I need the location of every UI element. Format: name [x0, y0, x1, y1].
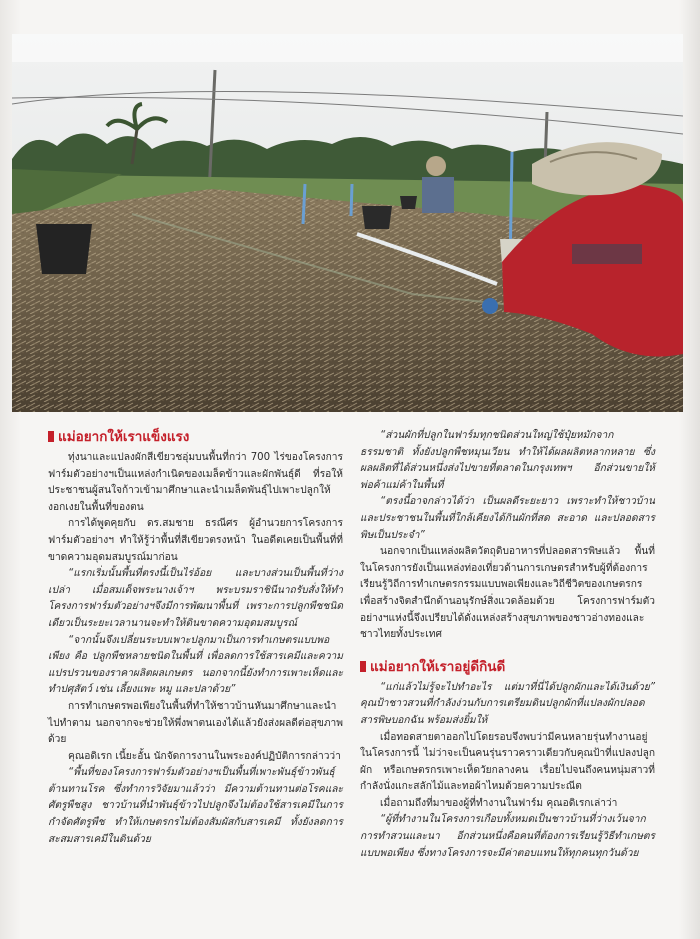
paragraph: เมื่อทอดสายตาออกไปโดยรอบจึงพบว่ามีคนหลายรุ่นทำงานอยู่ในโครงการนี้ ไม่ว่าจะเป็นคนรุ่นราวคราวเดียวกับคุณป้าที่แปลงปลูกผัก หรือเกษตรกรเพาะเห็ดวัยกลางคน เรื่อยไปจนถึงคนหนุ่มสาวที่กำลังนั่งแกะสลักไม้และทอผ้าไหมด้วยความประณีต [360, 731, 655, 793]
section-gap [360, 644, 655, 658]
quote-paragraph: “ตรงนี้อาจกล่าวได้ว่า เป็นผลดีระยะยาว เพราะทำให้ชาวบ้านและประชาชนในพื้นที่ใกล้เคียงได้กินผักที่สด สะอาด และปลอดสารพิษเป็นประจำ” [360, 496, 655, 541]
quote-paragraph: “แรกเริ่มนั้นพื้นที่ตรงนี้เป็นไร่อ้อย และบางส่วนเป็นพื้นที่ว่างเปล่า เมื่อสมเด็จพระนางเจ้าฯ พระบรมราชินีนาถรับสั่งให้ทำโครงการฟาร์มตัวอย่างฯจึงมีการพัฒนาพื้นที่ เพราะการปลูกพืชชนิดเดียวเป็นระยะเวลานานจะทำให้ดินขาดความอุดมสมบูรณ์ [48, 568, 343, 629]
paragraph: คุณอดิเรก เนี้ยะอั้น นักจัดการงานในพระองค์ปฏิบัติการกล่าวว่า [68, 750, 341, 762]
paragraph: การทำเกษตรพอเพียงในพื้นที่ทำให้ชาวบ้านหันมาศึกษาและนำไปทำตาม นอกจากจะช่วยให้พึ่งพาตนเองได้แล้วยังส่งผลดีต่อสุขภาพด้วย [48, 700, 343, 746]
quote-paragraph: “จากนั้นจึงเปลี่ยนระบบเพาะปลูกมาเป็นการทำเกษตรแบบพอเพียง คือ ปลูกพืชหลายชนิดในพื้นที่ เพื่อลดการใช้สารเคมีและความแปรปรวนของราคาผลิตผลเกษตร นอกจากนี้ยังทำการเพาะเห็ดและทำปศุสัตว์ เช่น เลี้ยงแพะ หมู และปลาด้วย” [48, 634, 343, 696]
section-heading-healthy [48, 428, 343, 446]
farm-scene-illustration [12, 34, 683, 412]
paragraph: นอกจากเป็นแหล่งผลิตวัตถุดิบอาหารที่ปลอดสารพิษแล้ว พื้นที่ในโครงการยังเป็นแหล่งท่องเที่ยวด้านการเกษตรสำหรับผู้ที่ต้องการเรียนรู้วิถีการทำเกษตรกรรมแบบพอเพียงและวิถีชีวิตของเกษตรกร เพื่อสร้างจิตสำนึกด้านอนุรักษ์สิ่งแวดล้อมด้วย โครงการฟาร์มตัวอย่างฯแห่งนี้จึงเปรียบได้ดั่งแหล่งสร้างสุขภาพของชาวอ่างทองและชาวไทยทั้งประเทศ [360, 546, 655, 641]
quote-paragraph: “แก่แล้วไม่รู้จะไปทำอะไร แต่มาที่นี่ได้ปลูกผักและได้เงินด้วย” คุณป้าชาวสวนที่กำลังง่วนกับการเตรียมดินปลูกผักที่แปลงผักปลอดสารพิษบอกฉัน พร้อมส่งยิ้มให้ [360, 681, 655, 726]
quote-paragraph: “ส่วนผักที่ปลูกในฟาร์มทุกชนิดส่วนใหญ่ใช้ปุ๋ยหมักจากธรรมชาติ ทั้งยังปลูกพืชหมุนเวียน ทำให้ได้ผลผลิตหลากหลาย ซึ่งผลผลิตที่ได้ส่วนหนึ่งส่งไปขายที่ตลาดในกรุงเทพฯ อีกส่วนขายให้พ่อค้าแม่ค้าในพื้นที่ [360, 430, 655, 491]
quote-paragraph: “ผู้ที่ทำงานในโครงการเกือบทั้งหมดเป็นชาวบ้านที่ว่างเว้นจากการทำสวนและนา อีกส่วนหนึ่งคือคนที่ต้องการเรียนรู้วิธีทำเกษตรแบบพอเพียง ซึ่งทางโครงการจะมีค่าตอบแทนให้ทุกคนทุกวันด้วย [360, 814, 655, 859]
right-column [360, 428, 655, 862]
paragraph: การได้พูดคุยกับ ดร.สมชาย ธรณีศร ผู้อำนวยการโครงการฟาร์มตัวอย่างฯ ทำให้รู้ว่าพื้นที่สีเขียวตรงหน้า ในอดีตเคยเป็นพื้นที่ที่ขาดความอุดมสมบูรณ์มาก่อน [48, 518, 343, 563]
heading-marker [360, 661, 366, 672]
quote-paragraph: “พื้นที่ของโครงการฟาร์มตัวอย่างฯเป็นพื้นที่เพาะพันธุ์ข้าวพันธุ์ต้านทานโรค ซึ่งทำการวิจัยมาแล้วว่า มีความต้านทานต่อโรคและศัตรูพืชสูง ชาวบ้านที่นำพันธุ์ข้าวไปปลูกจึงไม่ต้องใช้สารเคมีในการกำจัดศัตรูพืช ทำให้เกษตรกรไม่ต้องสัมผัสกับสารเคมี ทั้งยังลดการสะสมสารเคมีในดินด้วย [48, 767, 343, 845]
heading-marker [48, 431, 54, 442]
paragraph: ทุ่งนาและแปลงผักสีเขียวชอุ่มบนพื้นที่กว่า 700 ไร่ของโครงการฟาร์มตัวอย่างฯเป็นแหล่งกำเนิดของเมล็ดข้าวและผักพันธุ์ดี ที่รอให้ประชาชนผู้สนใจก้าวเข้ามาศึกษาและนำเมล็ดพันธุ์ไปเพาะปลูกให้งอกเงยในพื้นที่ของตน [48, 452, 343, 513]
paragraph: เมื่อถามถึงที่มาของผู้ที่ทำงานในฟาร์ม คุณอดิเรกเล่าว่า [380, 797, 618, 809]
left-column [48, 428, 343, 848]
heading-text: แม่อยากให้เราแข็งแรง [58, 429, 190, 445]
heading-text: แม่อยากให้เราอยู่ดีกินดี [370, 658, 506, 675]
section-heading-wellbeing [360, 658, 655, 676]
farm-field-photo [12, 34, 683, 412]
